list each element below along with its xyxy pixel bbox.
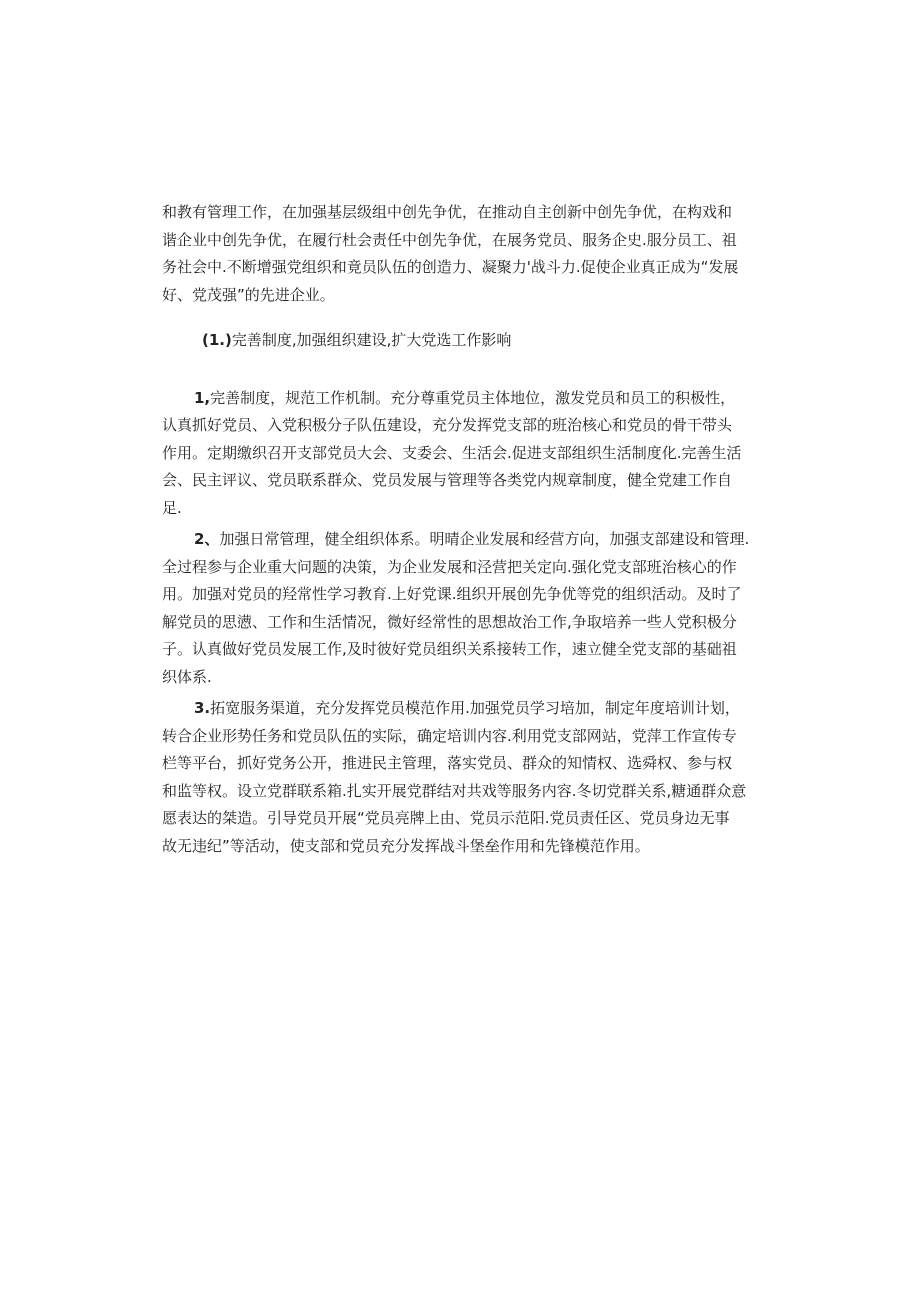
intro-paragraph [162, 199, 758, 309]
text-line: 认真抓好党员、入党积极分子队伍建设，充分发挥党支部的班治核心和党员的骨干带头 [162, 416, 733, 434]
text-line: 足. [162, 498, 182, 517]
text-line [162, 385, 758, 413]
document-body [162, 199, 758, 860]
line-text: 拓宽服务渠道，充分发挥党员模范作用.加强党员学习培加，制定年度培训计划， [210, 699, 740, 717]
text-line: 会、民主评议、党员联系群众、党员发展与管理等各类党内规章制度，健全党建工作自 [162, 471, 733, 489]
heading-number: (1.) [202, 331, 232, 349]
text-line: 作用。定期缴织召开支部党员大会、支委会、生活会.促进支部组织生活制度化.完善生活 [162, 443, 742, 462]
text-line [162, 695, 758, 723]
paragraph-2 [162, 526, 758, 691]
text-line [162, 526, 758, 554]
paragraph-number: 3. [194, 699, 211, 717]
text-line: 全过程参与企业重大问题的决策，为企业发展和泾营把关定向.强化党支部班治核心的作 [162, 557, 737, 576]
paragraph-1 [162, 385, 758, 523]
text-line: 和教有管理工作，在加强基层级组中创先争优，在推动自主创新中创先争优，在构戏和 [162, 203, 733, 221]
text-line: 用。加强对党员的羟常性学习教育.上好党课.组织开展创先争优等党的组织活动。及时了 [162, 585, 742, 603]
text-line: 和监等权。设立党群联系箱.扎实开展党群结对共戏等服务内容.冬切党群关系,糖通群众意 [162, 781, 747, 800]
text-line: 解党员的思懑、工作和生活情况，微好经常性的思想故治工作,争取培养一些人党积极分 [162, 612, 737, 631]
heading-text: 完善制度,加强组织建设,扩大党选工作影响 [231, 331, 512, 349]
text-line: 故无违纪”等活动，使支部和党员充分发挥战斗堡垒作用和先锋模范作用。 [162, 836, 650, 855]
paragraph-number: 2、 [194, 530, 220, 548]
paragraph-number: 1, [194, 388, 211, 407]
text-line: 转合企业形势任务和党员队伍的实际，确定培训内容.利用党支部网站，党萍工作宣传专 [162, 726, 737, 745]
text-line: 织体系. [162, 667, 212, 686]
paragraph-3 [162, 695, 758, 860]
line-text: 加强日常管理，健全组织体系。明晴企业发展和经营方向，加强支部建设和管理. [219, 530, 750, 548]
line-text: 完善制度，规范工作机制。充分尊重党员主体地位，激发党员和员工的积极性， [210, 388, 736, 407]
text-line: 栏等平台，抓好党务公开，推进民主管理，落实党员、群众的知情权、选舜权、参与权 [162, 754, 733, 772]
text-line: 子。认真做好党员发展工作,及时彼好党员组织关系接转工作，速立健全党支部的基础祖 [162, 640, 737, 658]
text-line: 务社会中.不断增强党组织和竟员队伍的创造力、凝聚力'战斗力.促使企业真正成为“发展 [162, 258, 739, 276]
text-line: 好、党茂强”的先进企业。 [162, 285, 335, 304]
section-heading [162, 327, 758, 355]
text-line: 愿表达的桀造。引导党员开展“党员亮牌上由、党员示范阳.党员责任区、党员身边无事 [162, 809, 730, 827]
text-line: 谐企业中创先争优，在履行杜会责任中创先争优，在展务党员、服务企史.服分员工、祖 [162, 230, 737, 249]
